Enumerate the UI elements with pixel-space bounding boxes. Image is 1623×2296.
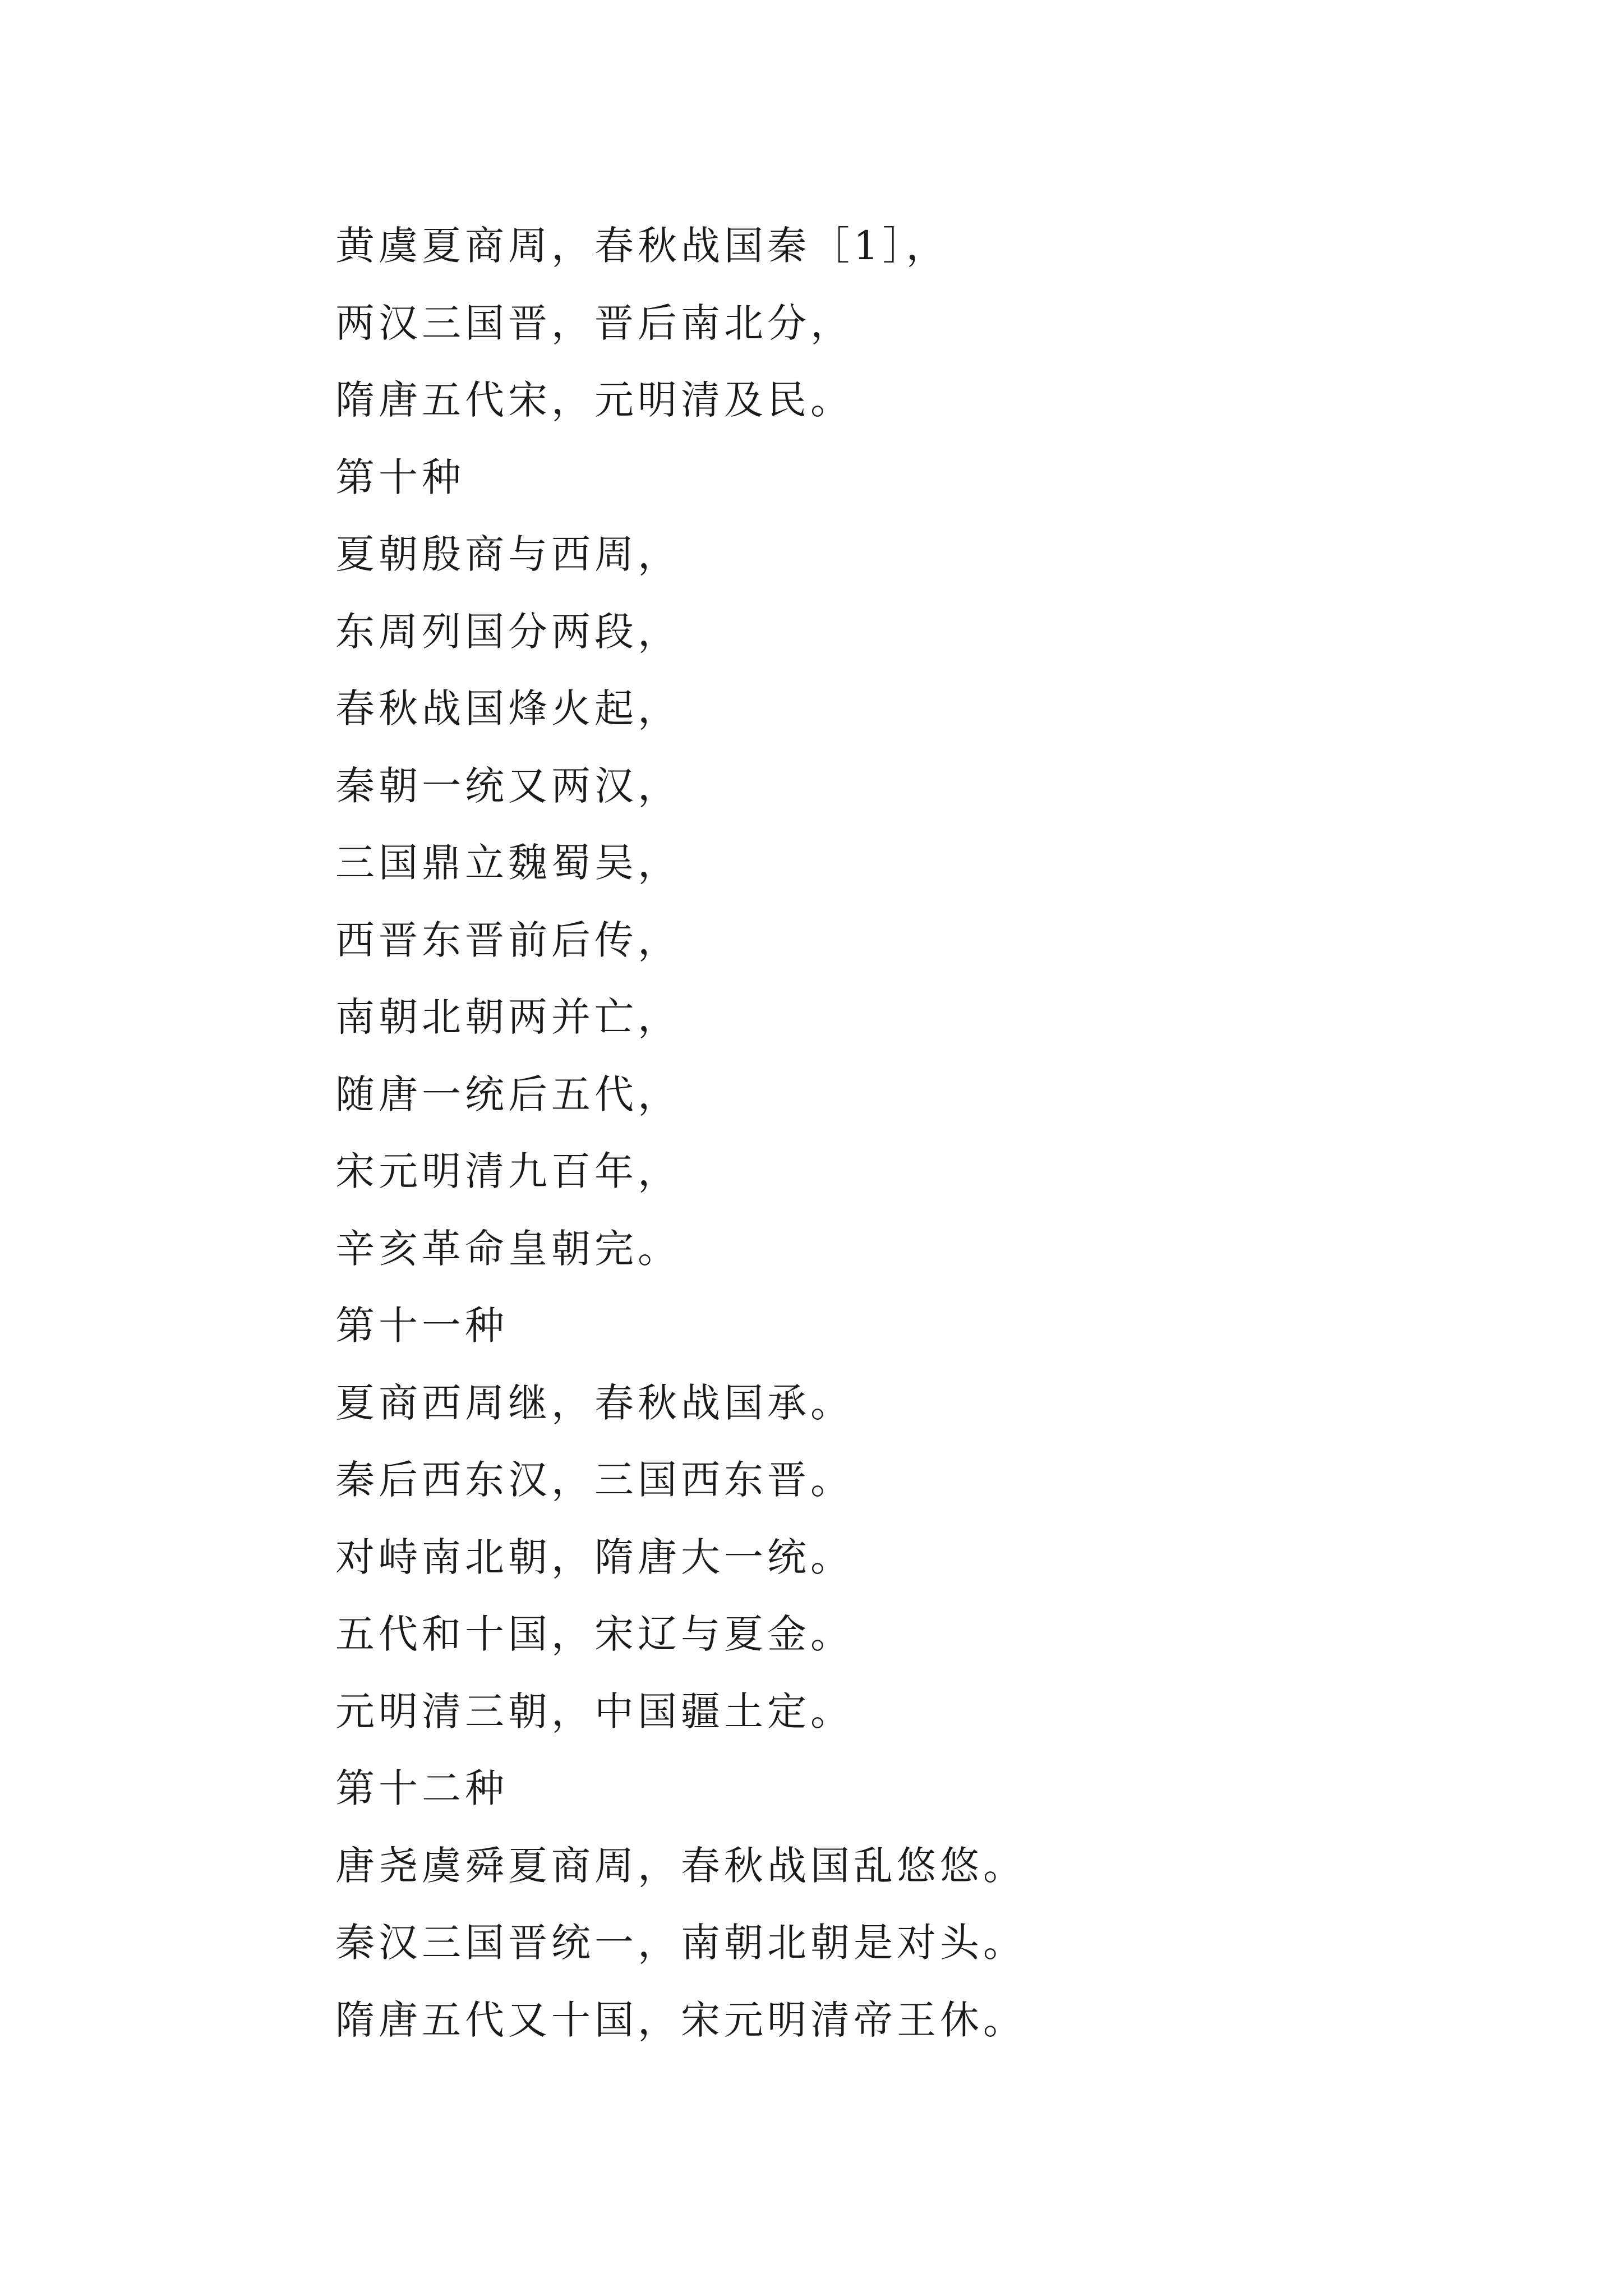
text-line: 三国鼎立魏蜀吴， — [335, 840, 681, 886]
text-line: 隋唐五代宋，元明清及民。 — [335, 377, 854, 423]
text-line: 黄虞夏商周，春秋战国秦［1］， — [335, 223, 949, 269]
section-heading: 第十一种 — [335, 1303, 508, 1349]
text-line: 元明清三朝，中国疆土定。 — [335, 1688, 854, 1734]
text-line: 随唐一统后五代， — [335, 1071, 681, 1117]
text-line: 对峙南北朝，隋唐大一统。 — [335, 1534, 854, 1580]
text-line: 辛亥革命皇朝完。 — [335, 1225, 681, 1272]
text-line: 春秋战国烽火起， — [335, 685, 681, 731]
text-line: 秦后西东汉，三国西东晋。 — [335, 1457, 854, 1503]
text-line: 两汉三国晋，晋后南北分， — [335, 300, 854, 346]
text-line: 唐尧虞舜夏商周，春秋战国乱悠悠。 — [335, 1842, 1026, 1889]
text-line: 秦朝一统又两汉， — [335, 762, 681, 809]
text-line: 隋唐五代又十国，宋元明清帝王休。 — [335, 1996, 1026, 2043]
text-line: 西晋东晋前后传， — [335, 917, 681, 963]
section-heading: 第十二种 — [335, 1765, 508, 1811]
text-line: 夏朝殷商与西周， — [335, 531, 681, 577]
text-line: 五代和十国，宋辽与夏金。 — [335, 1611, 854, 1657]
text-line: 南朝北朝两并亡， — [335, 994, 681, 1040]
text-line: 宋元明清九百年， — [335, 1148, 681, 1194]
text-line: 夏商西周继，春秋战国承。 — [335, 1379, 854, 1426]
poem-text-block — [335, 208, 1513, 2059]
text-line: 东周列国分两段， — [335, 608, 681, 655]
section-heading: 第十种 — [335, 454, 465, 500]
text-line: 秦汉三国晋统一，南朝北朝是对头。 — [335, 1920, 1026, 1966]
